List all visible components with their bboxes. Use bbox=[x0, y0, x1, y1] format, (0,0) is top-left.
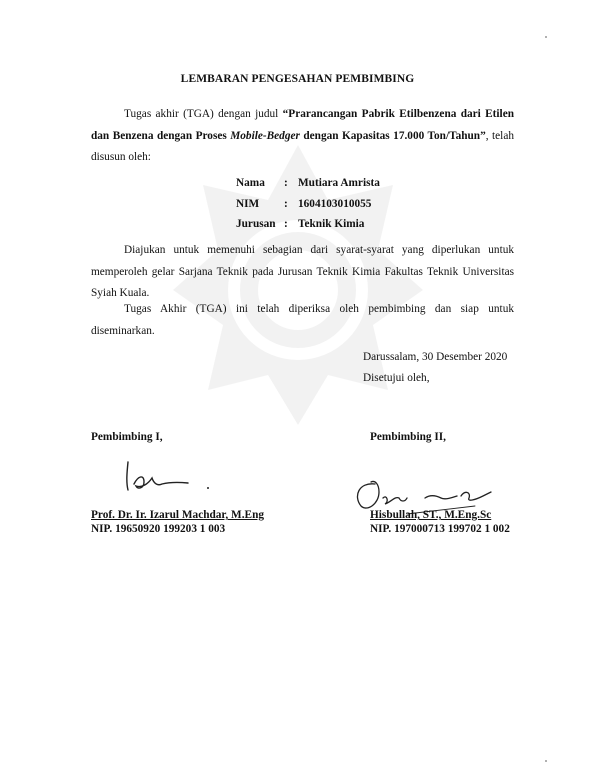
supervisor2-block bbox=[370, 508, 510, 536]
nim-separator: : bbox=[284, 197, 288, 210]
scan-speck bbox=[545, 36, 547, 38]
review-paragraph bbox=[91, 299, 514, 342]
page-title: LEMBARAN PENGESAHAN PEMBIMBING bbox=[180, 73, 415, 85]
major-separator: : bbox=[284, 218, 288, 230]
scan-speck bbox=[545, 760, 547, 762]
supervisor2-name: Hisbullah, ST., M.Eng.Sc bbox=[370, 509, 492, 521]
thesis-title-part1: “Prarancangan Pabrik Etilbenzena dari Etilen dan Benzena dengan Proses bbox=[91, 108, 514, 142]
name-separator: : bbox=[284, 177, 288, 189]
student-name-row bbox=[236, 173, 380, 194]
thesis-title-italic: Mobile-Bedger bbox=[230, 129, 300, 142]
thesis-title-part2: dengan Kapasitas 17.000 Ton/Tahun” bbox=[299, 129, 486, 142]
name-label: Nama bbox=[236, 177, 265, 189]
student-major-row bbox=[236, 214, 380, 235]
review-text: Tugas Akhir (TGA) ini telah diperiksa oleh pembimbing dan siap untuk diseminarkan. bbox=[91, 303, 514, 337]
major-value: Teknik Kimia bbox=[298, 218, 365, 230]
approved-by-label: Disetujui oleh, bbox=[363, 372, 430, 384]
intro-prefix: Tugas akhir (TGA) dengan judul bbox=[124, 108, 283, 120]
supervisor1-block bbox=[91, 508, 264, 536]
major-label: Jurusan bbox=[236, 218, 276, 230]
intro-suffix: , telah disusun oleh: bbox=[91, 129, 514, 163]
supervisor1-name: Prof. Dr. Ir. Izarul Machdar, M.Eng bbox=[91, 509, 265, 521]
purpose-text: Diajukan untuk memenuhi sebagian dari syarat-syarat yang diperlukan untuk memperoleh gelar Sarjana Teknik pada Jurusan Teknik Kimia Fakultas Teknik Universitas Syiah Kuala. bbox=[91, 244, 514, 299]
supervisor2-nip: NIP. 197000713 199702 1 002 bbox=[370, 523, 510, 535]
nim-label: NIM bbox=[236, 197, 260, 210]
supervisor1-signature bbox=[118, 458, 218, 498]
supervisor1-label: Pembimbing I, bbox=[91, 431, 163, 443]
student-nim-row bbox=[236, 194, 380, 215]
name-value: Mutiara Amrista bbox=[298, 177, 380, 189]
nim-value: 1604103010055 bbox=[298, 197, 372, 210]
intro-paragraph bbox=[91, 104, 514, 169]
place-date: Darussalam, 30 Desember 2020 bbox=[363, 351, 508, 363]
approval-block bbox=[363, 347, 507, 389]
supervisor1-nip: NIP. 19650920 199203 1 003 bbox=[91, 523, 226, 535]
supervisor2-label: Pembimbing II, bbox=[370, 431, 446, 443]
student-info bbox=[236, 173, 380, 235]
purpose-paragraph bbox=[91, 240, 514, 305]
